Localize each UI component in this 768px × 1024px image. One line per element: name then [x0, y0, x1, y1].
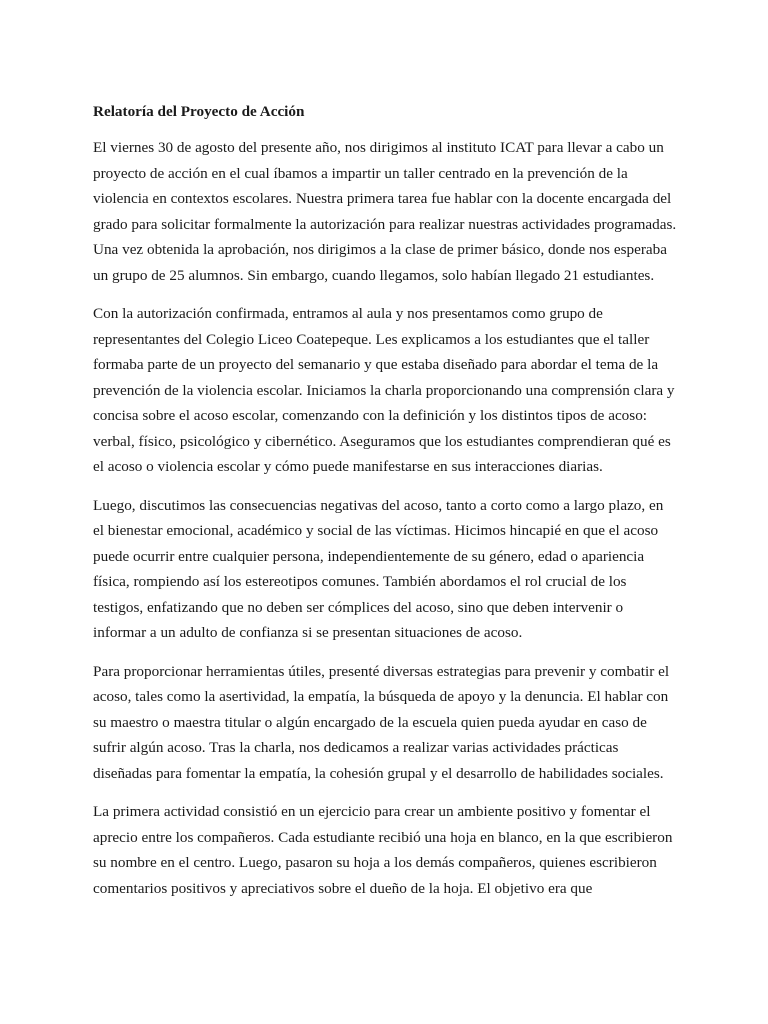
paragraph-5: La primera actividad consistió en un ejercicio para crear un ambiente positivo y fomentar el aprecio entre los compañeros. Cada estudiante recibió una hoja en blanco, en la que escribieron su nombre en el centro. Luego, pasaron su hoja a los demás compañeros, quienes escribieron comentarios positivos y apreciativos sobre el dueño de la hoja. El objetivo era que — [93, 803, 673, 897]
document-body — [93, 101, 678, 914]
document-title: Relatoría del Proyecto de Acción — [93, 103, 305, 120]
paragraph-4: Para proporcionar herramientas útiles, presenté diversas estrategias para prevenir y combatir el acoso, tales como la asertividad, la empatía, la búsqueda de apoyo y la denuncia. El hablar con su maestro o maestra titular o algún encargado de la escuela quien pueda ayudar en caso de sufrir algún acoso. Tras la charla, nos dedicamos a realizar varias actividades prácticas diseñadas para fomentar la empatía, la cohesión grupal y el desarrollo de habilidades sociales. — [93, 662, 670, 782]
paragraph-1: El viernes 30 de agosto del presente año, nos dirigimos al instituto ICAT para llevar a cabo un proyecto de acción en el cual íbamos a impartir un taller centrado en la prevención de la violencia en contextos escolares. Nuestra primera tarea fue hablar con la docente encargada del grado para solicitar formalmente la autorización para realizar nuestras actividades programadas. Una vez obtenida la aprobación, nos dirigimos a la clase de primer básico, donde nos esperaba un grupo de 25 alumnos. Sin embargo, cuando llegamos, solo habían llegado 21 estudiantes. — [93, 139, 677, 284]
paragraph-3: Luego, discutimos las consecuencias negativas del acoso, tanto a corto como a largo plazo, en el bienestar emocional, académico y social de las víctimas. Hicimos hincapié en que el acoso puede ocurrir entre cualquier persona, independientemente de su género, edad o apariencia física, rompiendo así los estereotipos comunes. También abordamos el rol crucial de los testigos, enfatizando que no deben ser cómplices del acoso, sino que deben intervenir o informar a un adulto de confianza si se presentan situaciones de acoso. — [93, 496, 664, 641]
paragraph-2: Con la autorización confirmada, entramos al aula y nos presentamos como grupo de representantes del Colegio Liceo Coatepeque. Les explicamos a los estudiantes que el taller formaba parte de un proyecto del semanario y que estaba diseñado para abordar el tema de la prevención de la violencia escolar. Iniciamos la charla proporcionando una comprensión clara y concisa sobre el acoso escolar, comenzando con la definición y los distintos tipos de acoso: verbal, físico, psicológico y cibernético. Aseguramos que los estudiantes comprendieran qué es el acoso o violencia escolar y cómo puede manifestarse en sus interacciones diarias. — [93, 305, 675, 475]
